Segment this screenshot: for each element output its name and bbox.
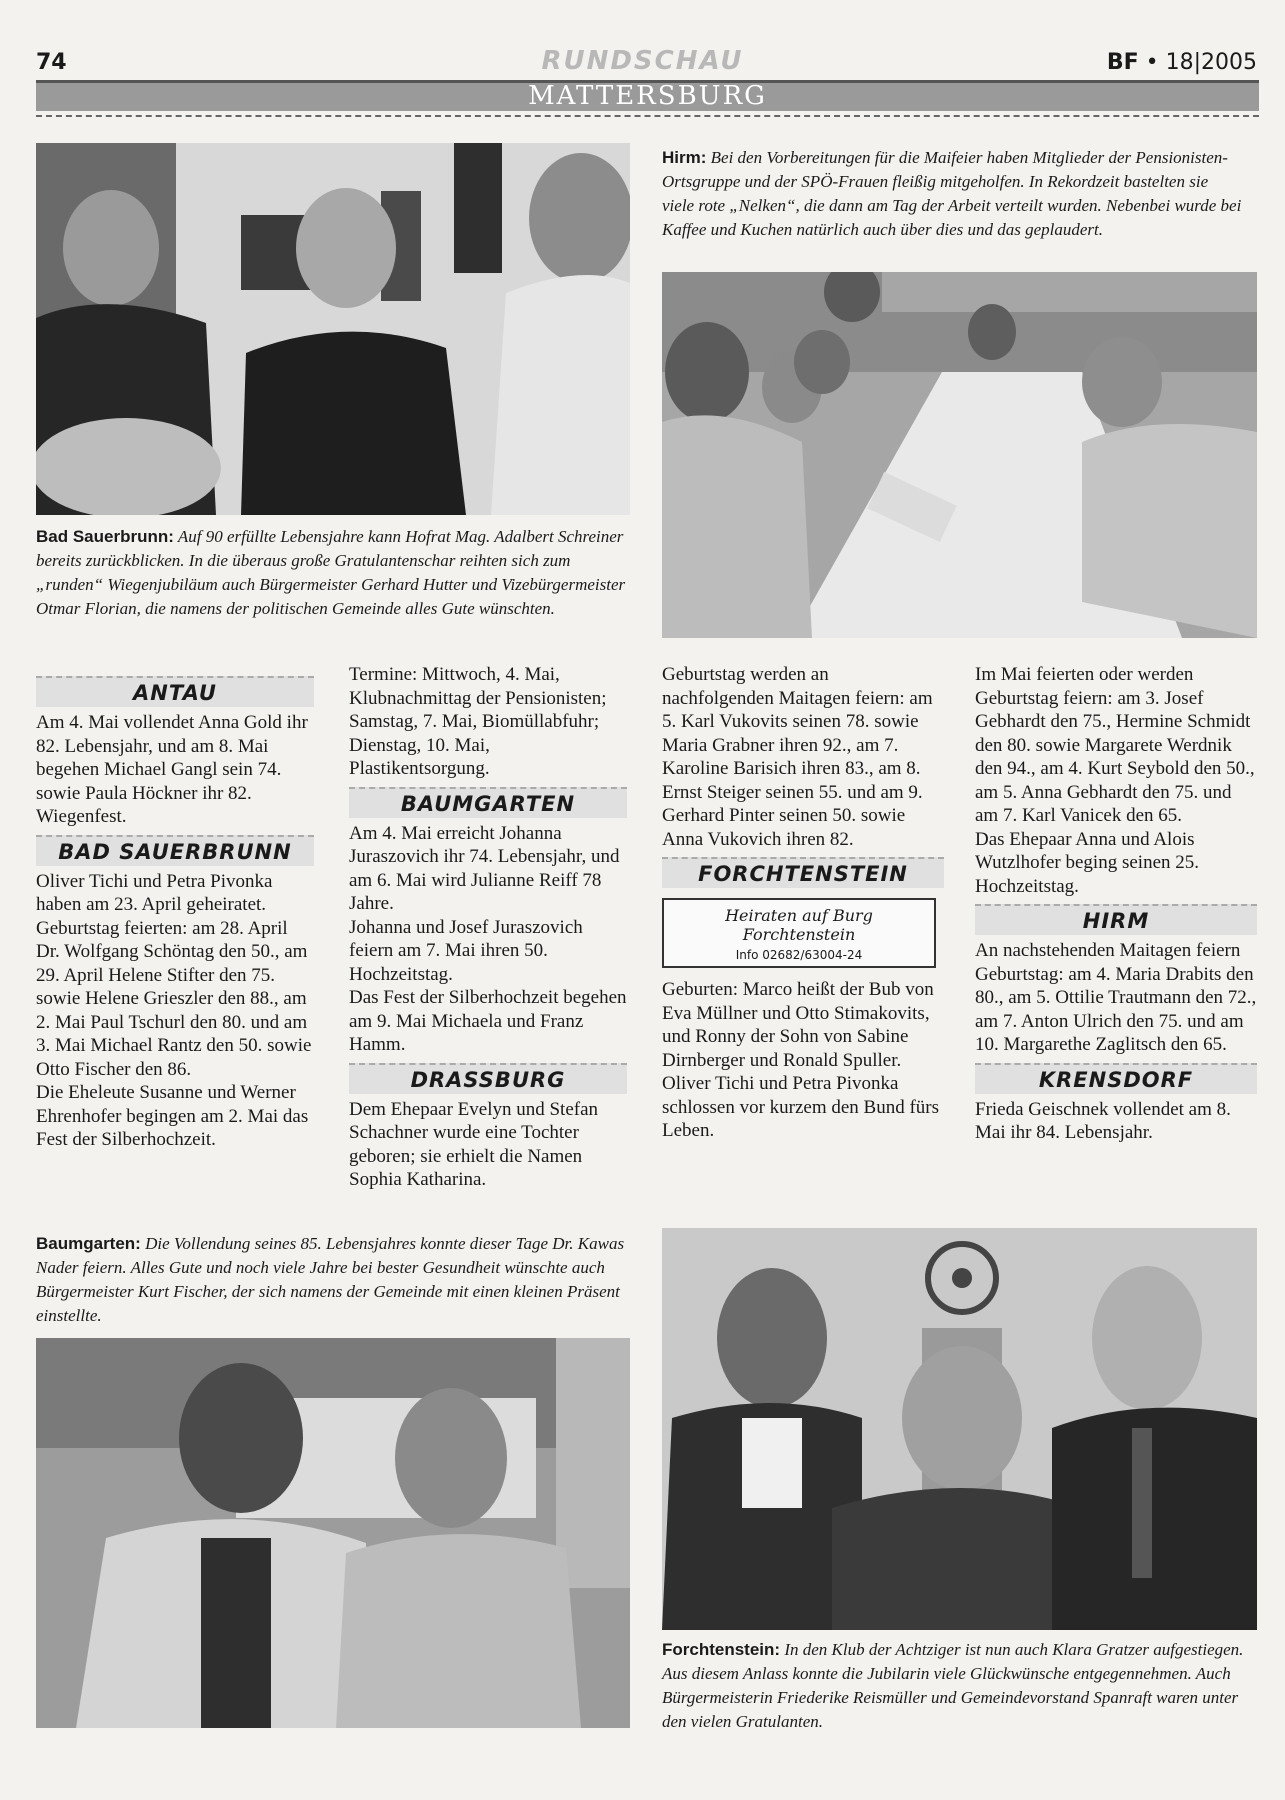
baumgarten-text-1: Am 4. Mai erreicht Johanna Juraszovich ihr 74. Lebensjahr, und am 6. Mai wird Julianne Reiff 78 Jahre. bbox=[349, 822, 620, 914]
caption-text: Bei den Vorbereitungen für die Maifeier haben Mitglieder der Pensionisten-Ortsgruppe und der SPÖ-Frauen fleißig mitgeholfen. In Rekordzeit bastelten sie viele rote „Nelken“, die dann am Tag der Arbeit verteilt wurden. Nebenbei wurde bei Kaffee und Kuchen natürlich auch über dies und das geplaudert. bbox=[662, 148, 1242, 239]
hochzeitstag-text: Das Ehepaar Anna und Alois Wutzlhofer beging seinen 25. Hochzeitstag. bbox=[975, 828, 1200, 897]
column-3 bbox=[662, 663, 944, 1143]
section-head-baumgarten: BAUMGARTEN bbox=[349, 787, 627, 818]
section-head-hirm: HIRM bbox=[975, 904, 1257, 935]
caption-location: Forchtenstein: bbox=[662, 1640, 781, 1659]
caption-text: Die Vollendung seines 85. Lebensjahres konnte dieser Tage Dr. Kawas Nader feiern. Alles Gute und noch viele Jahre bei bester Gesundheit wünschte auch Bürgermeister Kurt Fischer, der sich namens der Gemeinde mit einen kleinen Präsent einstellte. bbox=[36, 1234, 625, 1325]
geburtstage-text: Im Mai feierten oder werden Geburtstag feiern: am 3. Josef Gebhardt den 75., Hermine Schmidt den 80. sowie Margarete Werdnik den 94., am 4. Kurt Seybold den 50., am 5. Anna Gebhardt den 75. und am 7. Karl Vanicek den 65. bbox=[975, 664, 1255, 826]
ad-title: Heiraten auf Burg Forchtenstein bbox=[725, 906, 873, 944]
section-head-bad-sauerbrunn: BAD SAUERBRUNN bbox=[36, 835, 314, 866]
geburtstage-text: Geburtstag werden an nachfolgenden Maitagen feiern: am 5. Karl Vukovits seinen 78. sowie Maria Grabner ihren 92., am 7. Karoline Barisich ihren 83., am 8. Ernst Steiger seinen 55. und am 9. Gerhard Pinter seinen 50. sowie Anna Vukovich ihren 82. bbox=[662, 664, 933, 850]
ad-info: Info 02682/63004-24 bbox=[735, 948, 863, 962]
column-2 bbox=[349, 663, 627, 1192]
photo-hirm bbox=[662, 272, 1257, 638]
photo-bad-sauerbrunn bbox=[36, 143, 630, 515]
region-banner bbox=[36, 80, 1259, 111]
photo-forchtenstein bbox=[662, 1228, 1257, 1630]
forchtenstein-text-2: Oliver Tichi und Petra Pivonka schlossen vor kurzem den Bund fürs Leben. bbox=[662, 1073, 940, 1141]
section-logo: RUNDSCHAU bbox=[541, 46, 744, 76]
baumgarten-text-2: Johanna und Josef Juraszovich feiern am 7. Mai ihren 50. Hochzeitstag. bbox=[349, 916, 583, 985]
photo-baumgarten bbox=[36, 1338, 630, 1728]
section-head-forchtenstein: FORCHTENSTEIN bbox=[662, 857, 944, 888]
hirm-text: An nachstehenden Maitagen feiern Geburtstag: am 4. Maria Drabits den 80., am 5. Ottilie Trautmann den 72., am 7. Anton Ulrich den 75. und am 10. Margarethe Zaglitsch den 65. bbox=[975, 940, 1257, 1055]
header-divider bbox=[36, 115, 1259, 117]
caption-location: Baumgarten: bbox=[36, 1234, 141, 1253]
drassburg-text: Dem Ehepaar Evelyn und Stefan Schachner wurde eine Tochter geboren; sie erhielt die Namen Sophia Katharina. bbox=[349, 1098, 599, 1190]
section-head-antau: ANTAU bbox=[36, 676, 314, 707]
issue-number: 18|2005 bbox=[1165, 50, 1257, 75]
caption-location: Bad Sauerbrunn: bbox=[36, 527, 174, 546]
bad-sauerbrunn-text-3: Die Eheleute Susanne und Werner Ehrenhofer begingen am 2. Mai das Fest der Silberhochzeit. bbox=[36, 1082, 309, 1150]
region-title: MATTERSBURG bbox=[528, 81, 767, 111]
bad-sauerbrunn-text-2: Geburtstag feierten: am 28. April Dr. Wolfgang Schöntag den 50., am 29. April Helene Stifter den 75. sowie Helene Grieszler den 88., am 2. Mai Paul Tschurl den 80. und am 3. Mai Michael Rantz den 50. sowie Otto Fischer den 86. bbox=[36, 917, 312, 1080]
section-head-krensdorf: KRENSDORF bbox=[975, 1063, 1257, 1094]
page-number: 74 bbox=[36, 50, 67, 75]
antau-text: Am 4. Mai vollendet Anna Gold ihr 82. Lebensjahr, und am 8. Mai begehen Michael Gangl sein 74. sowie Paula Höckner ihr 82. Wiegenfest. bbox=[36, 712, 308, 827]
caption-bad-sauerbrunn bbox=[36, 525, 632, 621]
caption-hirm bbox=[662, 146, 1242, 242]
krensdorf-text: Frieda Geischnek vollendet am 8. Mai ihr 84. Lebensjahr. bbox=[975, 1098, 1231, 1143]
advertisement-box bbox=[662, 898, 936, 968]
caption-forchtenstein bbox=[662, 1638, 1252, 1734]
forchtenstein-text-1: Geburten: Marco heißt der Bub von Eva Müllner und Otto Stimakovits, und Ronny der Sohn von Sabine Dirnberger und Ronald Spuller. bbox=[662, 979, 934, 1071]
caption-text: Auf 90 erfüllte Lebensjahre kann Hofrat Mag. Adalbert Schreiner bereits zurückblicken. In die überaus große Gratulantenschar reihten sich zum „runden“ Wiegenjubiläum auch Bürgermeister Gerhard Hutter und Vizebürgermeister Otmar Florian, die namens der politischen Gemeinde alles Gute wünschten. bbox=[36, 527, 626, 618]
baumgarten-text-3: Das Fest der Silberhochzeit begehen am 9. Mai Michaela und Franz Hamm. bbox=[349, 987, 627, 1055]
publication-name: BF bbox=[1106, 50, 1139, 75]
column-1 bbox=[36, 676, 314, 1152]
caption-location: Hirm: bbox=[662, 148, 707, 167]
issue-info: BF • 18|2005 bbox=[1106, 50, 1257, 75]
caption-text: In den Klub der Achtziger ist nun auch Klara Gratzer aufgestiegen. Aus diesem Anlass konnte die Jubilarin viele Glückwünsche entgegennehmen. Auch Bürgermeisterin Friederike Reismüller und Gemeindevorstand Spanraft waren unter den vielen Gratulanten. bbox=[662, 1640, 1244, 1731]
column-4 bbox=[975, 663, 1257, 1145]
caption-baumgarten bbox=[36, 1232, 632, 1328]
bad-sauerbrunn-text-1: Oliver Tichi und Petra Pivonka haben am 23. April geheiratet. bbox=[36, 870, 273, 915]
termine-text: Termine: Mittwoch, 4. Mai, Klubnachmittag der Pensionisten; Samstag, 7. Mai, Biomüllabfuhr; Dienstag, 10. Mai, Plastikentsorgung. bbox=[349, 664, 607, 779]
section-head-drassburg: DRASSBURG bbox=[349, 1063, 627, 1094]
